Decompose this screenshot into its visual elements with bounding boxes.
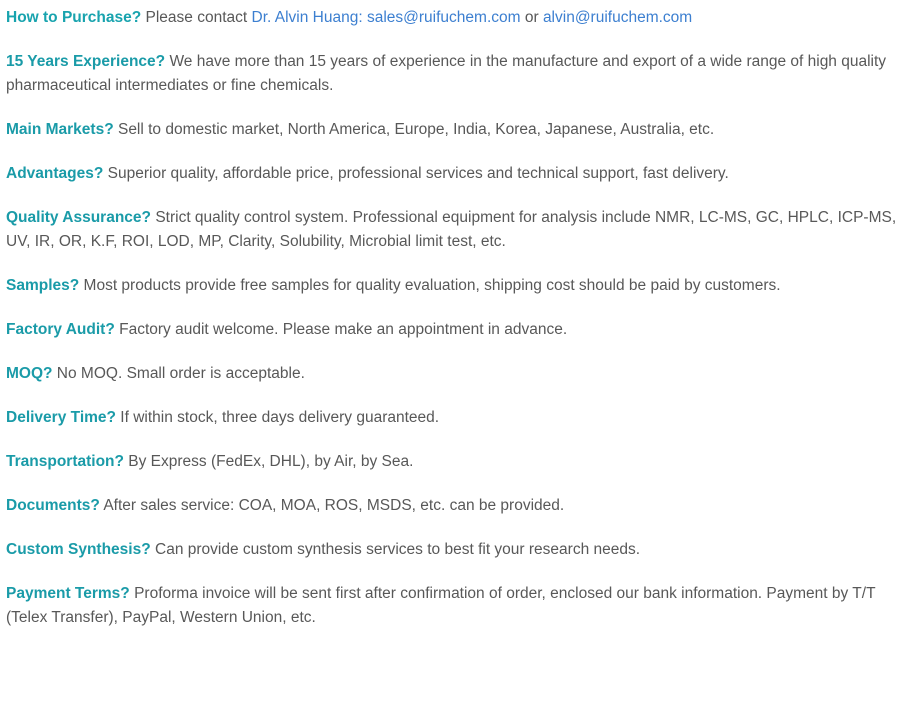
faq-item-custom-synthesis (6, 538, 906, 562)
faq-question-label: Documents? (6, 497, 100, 515)
faq-answer-text: After sales service: COA, MOA, ROS, MSDS, etc. can be provided. (99, 497, 565, 515)
faq-question-label: How to Purchase? (6, 9, 142, 26)
faq-question-label: Factory Audit? (6, 321, 115, 339)
faq-item-delivery-time (6, 406, 906, 430)
faq-item-samples (6, 274, 906, 298)
faq-item-documents (6, 494, 906, 518)
faq-item-factory-audit (6, 318, 906, 342)
faq-answer-text: Proforma invoice will be sent first after confirmation of order, enclosed our bank information. Payment by T/T (Telex Transfer), PayPal, Western Union, etc. (6, 585, 876, 627)
faq-question-label: Delivery Time? (6, 409, 116, 427)
faq-answer-text: No MOQ. Small order is acceptable. (52, 365, 305, 383)
faq-answer-text: By Express (FedEx, DHL), by Air, by Sea. (123, 453, 414, 471)
faq-answer-text: Please contact (141, 9, 252, 26)
faq-item-15-years-experience (6, 50, 906, 98)
faq-question-label: Main Markets? (6, 121, 114, 139)
faq-answer-text: Can provide custom synthesis services to best fit your research needs. (150, 541, 641, 559)
faq-item-how-to-purchase (6, 6, 906, 30)
faq-question-label: Transportation? (6, 453, 124, 471)
faq-answer-text: If within stock, three days delivery guaranteed. (116, 409, 440, 427)
faq-answer-text: Factory audit welcome. Please make an appointment in advance. (114, 321, 568, 339)
faq-item-advantages (6, 162, 906, 186)
faq-answer-text: Strict quality control system. Professional equipment for analysis include NMR, LC-MS, GC, HPLC, ICP-MS, UV, IR, OR, K.F, ROI, LOD, MP, Clarity, Solubility, Microbial limit test, etc. (6, 209, 897, 251)
email-separator: or (520, 9, 543, 26)
faq-question-label: 15 Years Experience? (6, 53, 166, 71)
faq-question-label: Advantages? (6, 165, 104, 183)
faq-question-label: Payment Terms? (6, 585, 130, 603)
faq-question-label: Samples? (6, 277, 80, 295)
faq-item-payment-terms (6, 582, 906, 630)
faq-question-label: MOQ? (6, 365, 53, 383)
faq-item-moq (6, 362, 906, 386)
faq-answer-text: Sell to domestic market, North America, Europe, India, Korea, Japanese, Australia, etc. (113, 121, 715, 139)
alvin-email-link[interactable]: alvin@ruifuchem.com (542, 9, 693, 26)
faq-item-transportation (6, 450, 906, 474)
contact-person-name: Dr. Alvin Huang: (251, 9, 367, 26)
faq-question-label: Custom Synthesis? (6, 541, 151, 559)
faq-question-label: Quality Assurance? (6, 209, 152, 227)
sales-email-link[interactable]: sales@ruifuchem.com (366, 9, 521, 26)
faq-item-quality-assurance (6, 206, 906, 254)
faq-answer-text: Superior quality, affordable price, professional services and technical support, fast delivery. (103, 165, 729, 183)
faq-item-main-markets (6, 118, 906, 142)
faq-answer-text: We have more than 15 years of experience in the manufacture and export of a wide range of high quality pharmaceutical intermediates or fine chemicals. (6, 53, 887, 95)
faq-answer-text: Most products provide free samples for quality evaluation, shipping cost should be paid by customers. (79, 277, 781, 295)
